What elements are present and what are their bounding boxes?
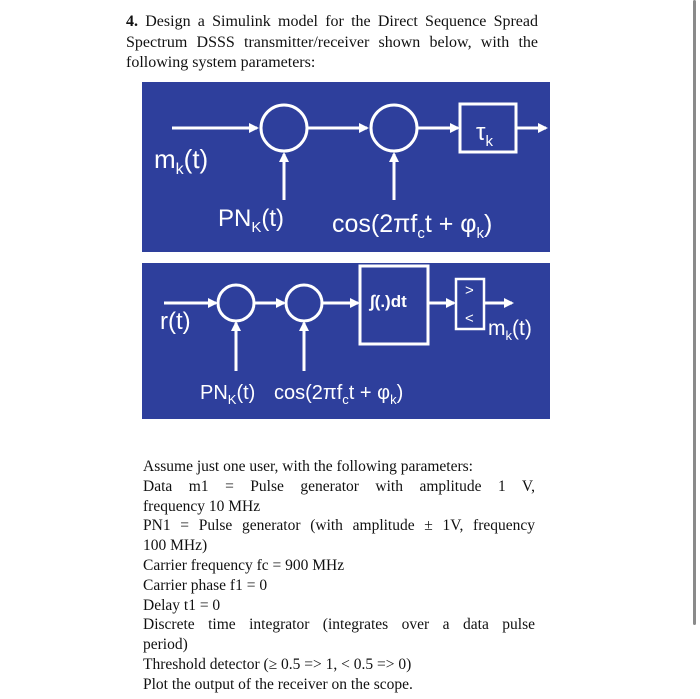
param-line: Delay t1 = 0 (143, 596, 221, 614)
tx-carrier-label: $\cos(2\pi f_ct + \varphi_k)$ (332, 210, 493, 242)
param-line: 100 MHz) (143, 537, 208, 555)
param-line: Discrete time integrator (integrates over a data pulse (143, 616, 535, 634)
rx-threshold-gt: > (465, 282, 474, 299)
rx-pn-mixer (218, 285, 254, 321)
rx-output-label: $m_k(t)$ (488, 317, 532, 343)
rx-integrator-label: ∫(.)dt (370, 292, 407, 311)
question-header (126, 12, 538, 74)
param-line: Assume just one user, with the following parameters: (143, 458, 473, 475)
rx-carrier-label: $\cos(2\pi f_ct + \varphi_k)$ (274, 382, 404, 407)
rx-pn-label: $PN_K(t)$ (200, 382, 256, 407)
vertical-scrollbar[interactable] (693, 0, 696, 625)
param-line: Data m1 = Pulse generator with amplitude 1 V, (143, 477, 535, 495)
question-number: 4. (126, 13, 138, 30)
receiver-diagram (142, 263, 550, 419)
param-line: Threshold detector (≥ 0.5 => 1, < 0.5 => 0) (143, 655, 412, 673)
transmitter-svg (142, 82, 550, 252)
transmitter-diagram (142, 82, 550, 252)
param-line: PN1 = Pulse generator (with amplitude ± 1V, frequency (143, 517, 535, 535)
receiver-svg (142, 263, 550, 419)
tx-pn-label: $PN_K(t)$ (218, 205, 285, 236)
tx-pn-mixer (261, 105, 307, 151)
rx-input-label: r(t) (160, 308, 191, 335)
param-line: frequency 10 MHz (143, 497, 261, 515)
tx-delay-label: $\tau_k$ (476, 119, 493, 150)
tx-input-label: $m_k(t)$ (154, 144, 209, 178)
rx-carrier-mixer (286, 285, 322, 321)
parameter-list (143, 457, 535, 695)
param-line: Plot the output of the receiver on the scope. (143, 675, 413, 693)
tx-carrier-mixer (371, 105, 417, 151)
param-line: Carrier frequency fc = 900 MHz (143, 556, 345, 574)
rx-threshold-lt: < (465, 310, 474, 327)
question-intro: Design a Simulink model for the Direct Sequence Spread Spectrum DSSS transmitter/receiver shown below, with the following system parameters: (126, 13, 539, 71)
param-line: Carrier phase f1 = 0 (143, 576, 268, 594)
param-line: period) (143, 636, 188, 654)
